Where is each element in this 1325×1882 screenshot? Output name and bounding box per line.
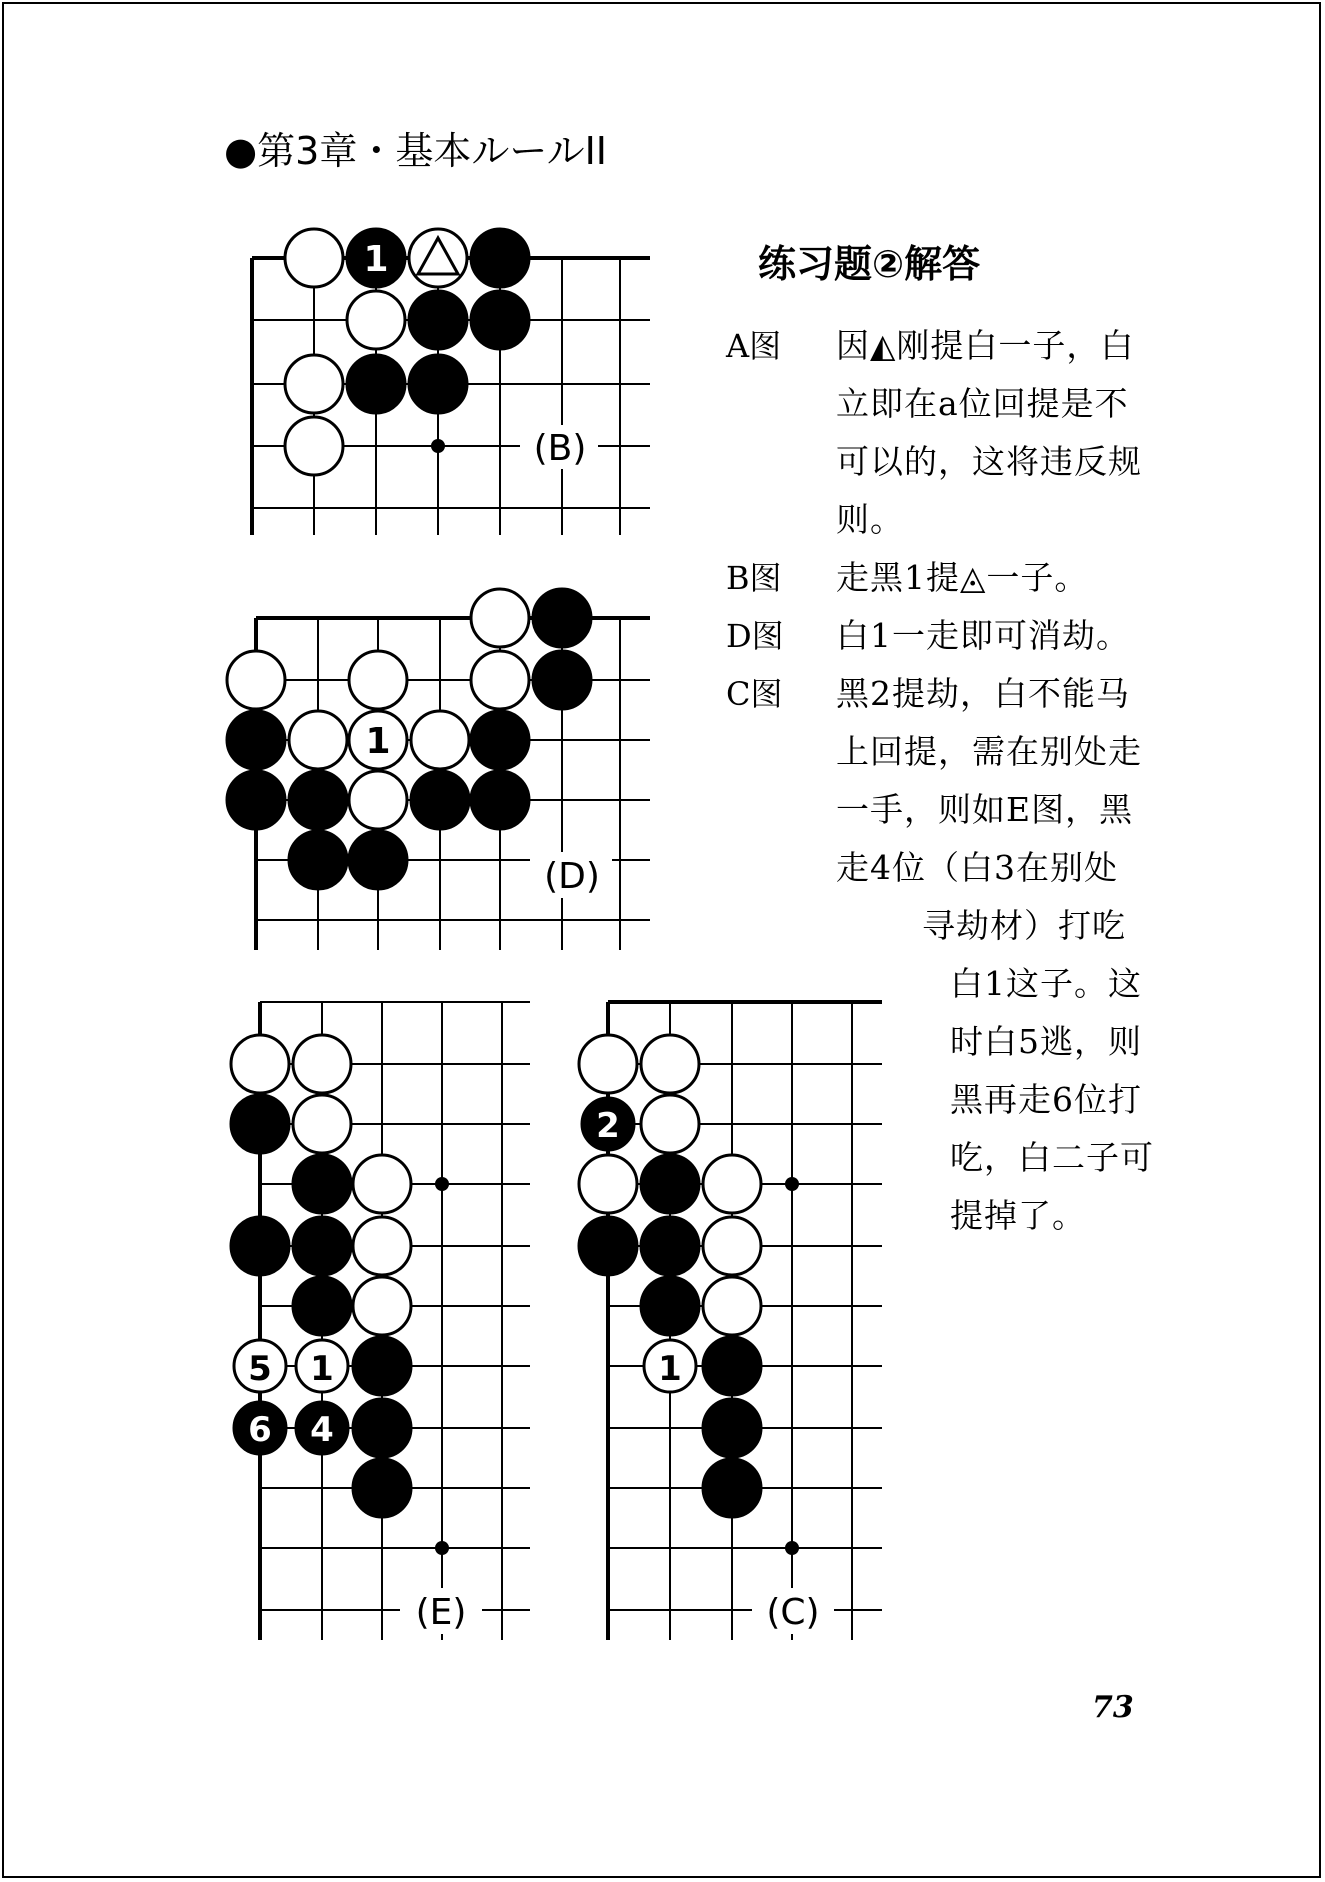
answer-c-line: 黑2提劫，白不能马 <box>836 674 1130 713</box>
black-stone <box>353 1459 411 1517</box>
stone-number: 1 <box>363 239 389 280</box>
white-stone <box>353 1217 411 1275</box>
answer-c-line: 寻劫材）打吃 <box>922 906 1126 945</box>
black-stone <box>641 1217 699 1275</box>
answer-c-line: 时白5逃，则 <box>950 1022 1142 1061</box>
white-stone <box>285 417 343 475</box>
label-d: D图 <box>726 617 784 655</box>
white-stone <box>349 651 407 709</box>
answer-a-line: 可以的，这将违反规 <box>836 442 1142 481</box>
answer-c-line: 提掉了。 <box>950 1196 1086 1235</box>
stone-number: 2 <box>596 1106 620 1146</box>
answer-c-line: 黑再走6位打 <box>950 1080 1142 1119</box>
white-stone <box>579 1155 637 1213</box>
white-stone <box>285 229 343 287</box>
answer-c-line: 白1这子。这 <box>950 964 1142 1003</box>
white-stone <box>579 1035 637 1093</box>
black-stone <box>533 589 591 647</box>
white-stone <box>411 711 469 769</box>
label-c: C图 <box>726 675 783 713</box>
stone-number: 1 <box>310 1349 334 1389</box>
black-stone <box>471 229 529 287</box>
white-stone <box>285 355 343 413</box>
stone-number: 1 <box>658 1349 682 1389</box>
white-stone <box>227 651 285 709</box>
black-stone <box>227 771 285 829</box>
answer-a-line: 则。 <box>836 500 904 539</box>
black-stone <box>579 1217 637 1275</box>
white-stone <box>231 1035 289 1093</box>
black-stone <box>641 1277 699 1335</box>
white-stone <box>289 711 347 769</box>
white-stone <box>703 1277 761 1335</box>
white-stone <box>703 1155 761 1213</box>
black-stone <box>347 355 405 413</box>
black-stone <box>703 1459 761 1517</box>
black-stone <box>353 1337 411 1395</box>
stone-number: 1 <box>365 721 391 762</box>
page-number: 73 <box>1092 1690 1134 1725</box>
white-stone <box>471 651 529 709</box>
black-stone <box>349 831 407 889</box>
black-stone <box>641 1155 699 1213</box>
answer-b-line: 走黑1提◬一子。 <box>836 558 1089 597</box>
black-stone <box>471 291 529 349</box>
white-stone <box>293 1035 351 1093</box>
black-stone <box>703 1399 761 1457</box>
chapter-header: ●第3章・基本ルールII <box>224 129 607 173</box>
white-stone <box>703 1217 761 1275</box>
answer-c-line: 走4位（白3在别处 <box>836 848 1118 887</box>
black-stone <box>409 355 467 413</box>
black-stone <box>703 1337 761 1395</box>
diagram-d-label: (D) <box>544 856 600 897</box>
diagram-e-label: (E) <box>415 1592 467 1633</box>
white-stone <box>293 1095 351 1153</box>
black-stone <box>353 1399 411 1457</box>
label-a: A图 <box>726 327 782 365</box>
black-stone <box>231 1095 289 1153</box>
white-stone <box>353 1277 411 1335</box>
diagram-c-label: (C) <box>766 1592 820 1633</box>
diagram-b-label: (B) <box>533 428 587 469</box>
black-stone <box>409 291 467 349</box>
white-stone <box>641 1035 699 1093</box>
black-stone <box>293 1277 351 1335</box>
white-stone <box>641 1095 699 1153</box>
answer-c-line: 吃，白二子可 <box>950 1138 1154 1177</box>
white-stone <box>349 771 407 829</box>
black-stone <box>471 711 529 769</box>
black-stone <box>289 771 347 829</box>
section-title: 练习题②解答 <box>758 242 981 286</box>
black-stone <box>293 1217 351 1275</box>
stone-number: 5 <box>248 1349 272 1389</box>
answer-a-line: 因◭刚提白一子，白 <box>836 326 1135 365</box>
white-stone <box>347 291 405 349</box>
answer-d-line: 白1一走即可消劫。 <box>836 616 1130 655</box>
answer-c-line: 一手，则如E图，黑 <box>836 790 1134 829</box>
answer-c-line: 上回提，需在别处走 <box>836 732 1142 771</box>
stone-number: 6 <box>248 1410 272 1450</box>
white-stone <box>353 1155 411 1213</box>
diagram-b-stones <box>285 229 529 475</box>
black-stone <box>231 1217 289 1275</box>
label-b: B图 <box>726 559 782 597</box>
black-stone <box>471 771 529 829</box>
black-stone <box>533 651 591 709</box>
black-stone <box>289 831 347 889</box>
answer-a-line: 立即在a位回提是不 <box>836 384 1129 423</box>
stone-number: 4 <box>310 1410 334 1450</box>
black-stone <box>227 711 285 769</box>
black-stone <box>293 1155 351 1213</box>
white-stone <box>471 589 529 647</box>
black-stone <box>411 771 469 829</box>
